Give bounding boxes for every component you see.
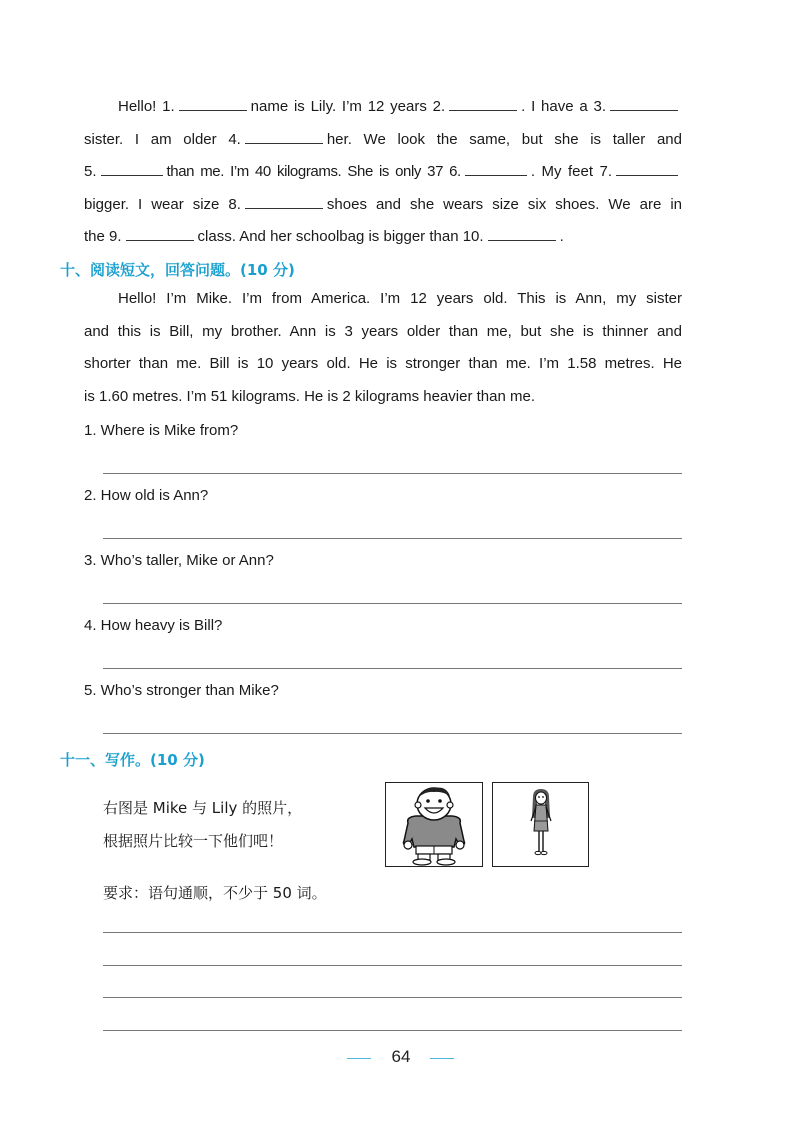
blank-3[interactable] [610, 96, 678, 111]
cloze-text: name is Lily. I’m 12 years 2. [250, 98, 446, 115]
blank-5[interactable] [101, 161, 163, 176]
footer-rule-right [430, 1058, 454, 1059]
answer-line-2[interactable] [103, 538, 682, 539]
question-3: 3. Who’s taller, Mike or Ann? [84, 552, 274, 569]
passage-line: and this is Bill, my brother. Ann is 3 years older than me, but she is thinner and [84, 322, 682, 340]
question-2: 2. How old is Ann? [84, 487, 209, 504]
cloze-text: than me. I’m 40 kilograms. She is only 37 6. [166, 163, 461, 180]
question-1: 1. Where is Mike from? [84, 422, 239, 439]
mike-illustration [386, 783, 482, 866]
passage-line: Hello! I’m Mike. I’m from America. I’m 12 years old. This is Ann, my sister [118, 290, 682, 307]
cloze-text: class. And her schoolbag is bigger than 10. [197, 228, 484, 245]
cloze-text: Hello! 1. [118, 98, 175, 115]
blank-8[interactable] [245, 194, 323, 209]
mike-photo [385, 782, 483, 867]
cloze-line-2 [84, 124, 682, 157]
section-10-title: 十、阅读短文，回答问题。(10 分) [60, 261, 295, 279]
passage-line: shorter than me. Bill is 10 years old. He is stronger than me. I’m 1.58 metres. He [84, 355, 682, 372]
blank-6[interactable] [465, 161, 527, 176]
writing-line-2[interactable] [103, 965, 682, 966]
writing-requirement: 要求：语句通顺，不少于 50 词。 [103, 884, 327, 902]
blank-4[interactable] [245, 129, 323, 144]
cloze-text: . I have a 3. [521, 98, 607, 115]
cloze-line-5 [84, 221, 682, 254]
page-number: 64 [391, 1047, 411, 1066]
cloze-line-1 [84, 91, 682, 124]
footer-rule-left [347, 1058, 371, 1059]
question-5: 5. Who’s stronger than Mike? [84, 682, 279, 699]
answer-line-5[interactable] [103, 733, 682, 734]
blank-10[interactable] [488, 226, 556, 241]
section-11-title: 十一、写作。(10 分) [60, 751, 205, 769]
writing-line-1[interactable] [103, 932, 682, 933]
reading-passage [84, 283, 682, 413]
answer-line-1[interactable] [103, 473, 682, 474]
writing-line-3[interactable] [103, 997, 682, 998]
writing-prompt-line-2: 根据照片比较一下他们吧！ [103, 832, 284, 850]
lily-illustration [493, 783, 588, 866]
cloze-passage [84, 91, 682, 254]
passage-line: is 1.60 metres. I’m 51 kilograms. He is 2 kilograms heavier than me. [84, 387, 536, 405]
blank-2[interactable] [449, 96, 517, 111]
blank-1[interactable] [179, 96, 247, 111]
writing-line-4[interactable] [103, 1030, 682, 1031]
cloze-text: the 9. [84, 228, 122, 245]
cloze-line-4 [84, 189, 682, 222]
cloze-text: sister. I am older 4. [84, 130, 241, 148]
blank-9[interactable] [126, 226, 194, 241]
blank-7[interactable] [616, 161, 678, 176]
cloze-text: . My feet 7. [530, 163, 612, 180]
cloze-line-3 [84, 156, 682, 189]
answer-line-4[interactable] [103, 668, 682, 669]
cloze-text: 5. [84, 163, 97, 180]
cloze-text: her. We look the same, but she is taller and [326, 130, 682, 148]
cloze-text: shoes and she wears size six shoes. We are in [326, 195, 682, 213]
cloze-text: . [559, 228, 564, 245]
lily-photo [492, 782, 589, 867]
cloze-text: bigger. I wear size 8. [84, 195, 241, 213]
answer-line-3[interactable] [103, 603, 682, 604]
question-4: 4. How heavy is Bill? [84, 617, 223, 634]
writing-prompt-line-1: 右图是 Mike 与 Lily 的照片， [103, 799, 303, 817]
